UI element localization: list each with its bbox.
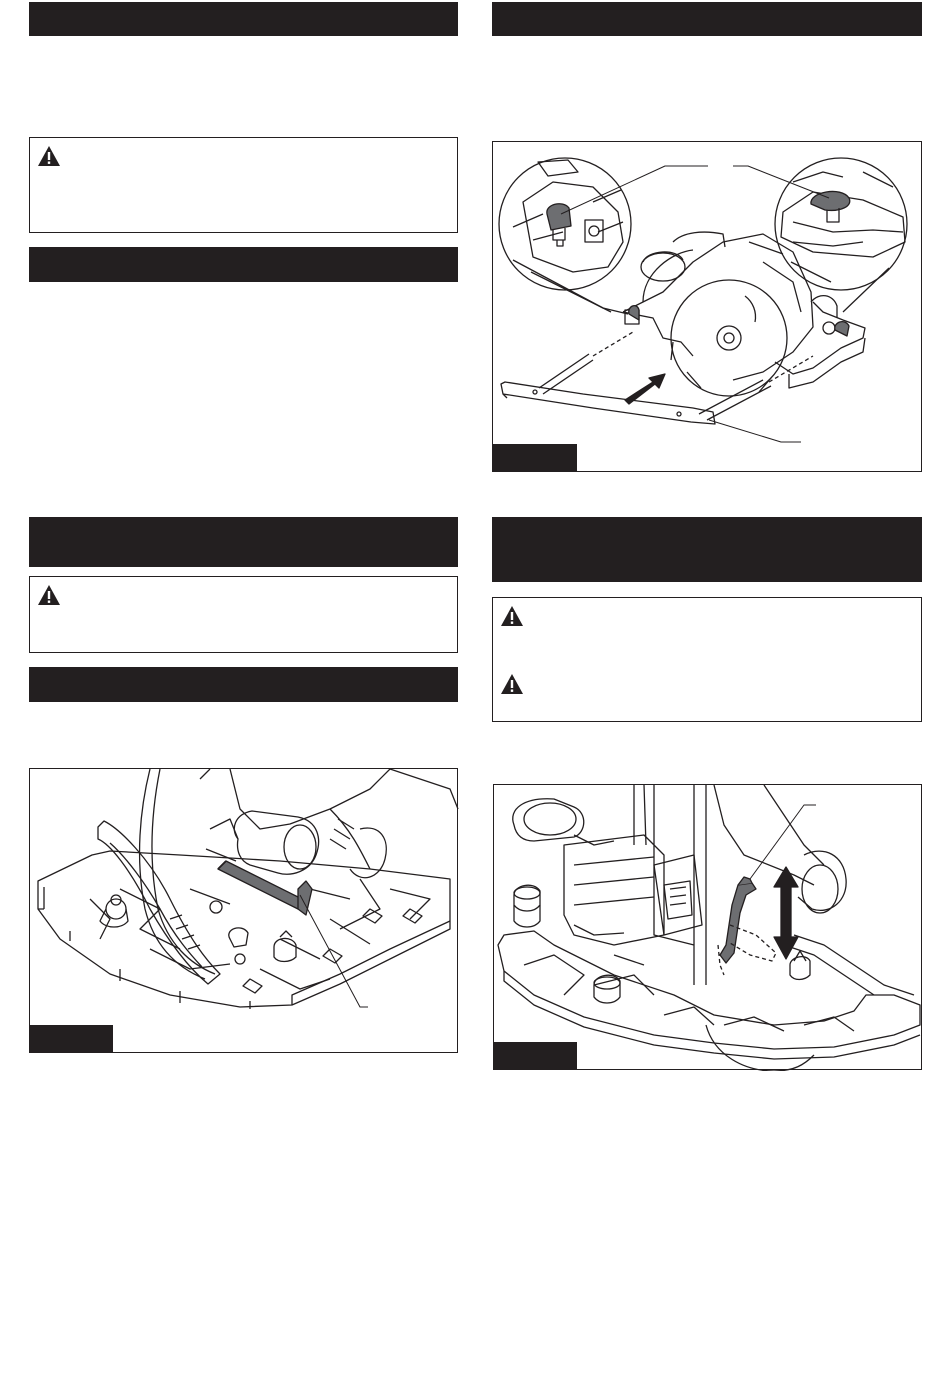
figure-number-tag bbox=[494, 1042, 577, 1069]
section-heading-bar-3 bbox=[29, 517, 458, 567]
figure-lever bbox=[493, 784, 922, 1070]
figure-number-tag bbox=[30, 1025, 113, 1052]
section-heading-bar-2 bbox=[29, 247, 458, 282]
caution-box-3 bbox=[492, 597, 922, 722]
lever-illustration bbox=[494, 785, 923, 1071]
rip-fence-illustration bbox=[493, 142, 923, 473]
caution-box-1 bbox=[29, 137, 458, 233]
warning-triangle-icon bbox=[500, 605, 524, 627]
caution-box-2 bbox=[29, 576, 458, 653]
warning-triangle-icon bbox=[500, 673, 524, 695]
figure-hex-wrench bbox=[29, 768, 458, 1053]
warning-triangle-icon bbox=[37, 145, 61, 167]
section-heading-bar-1 bbox=[29, 2, 458, 36]
hex-wrench-illustration bbox=[30, 769, 459, 1054]
section-heading-bar-4 bbox=[29, 667, 458, 702]
section-heading-bar-6 bbox=[492, 517, 922, 582]
figure-number-tag bbox=[493, 444, 577, 471]
section-heading-bar-5 bbox=[492, 2, 922, 36]
warning-triangle-icon bbox=[37, 584, 61, 606]
figure-rip-fence bbox=[492, 141, 922, 472]
